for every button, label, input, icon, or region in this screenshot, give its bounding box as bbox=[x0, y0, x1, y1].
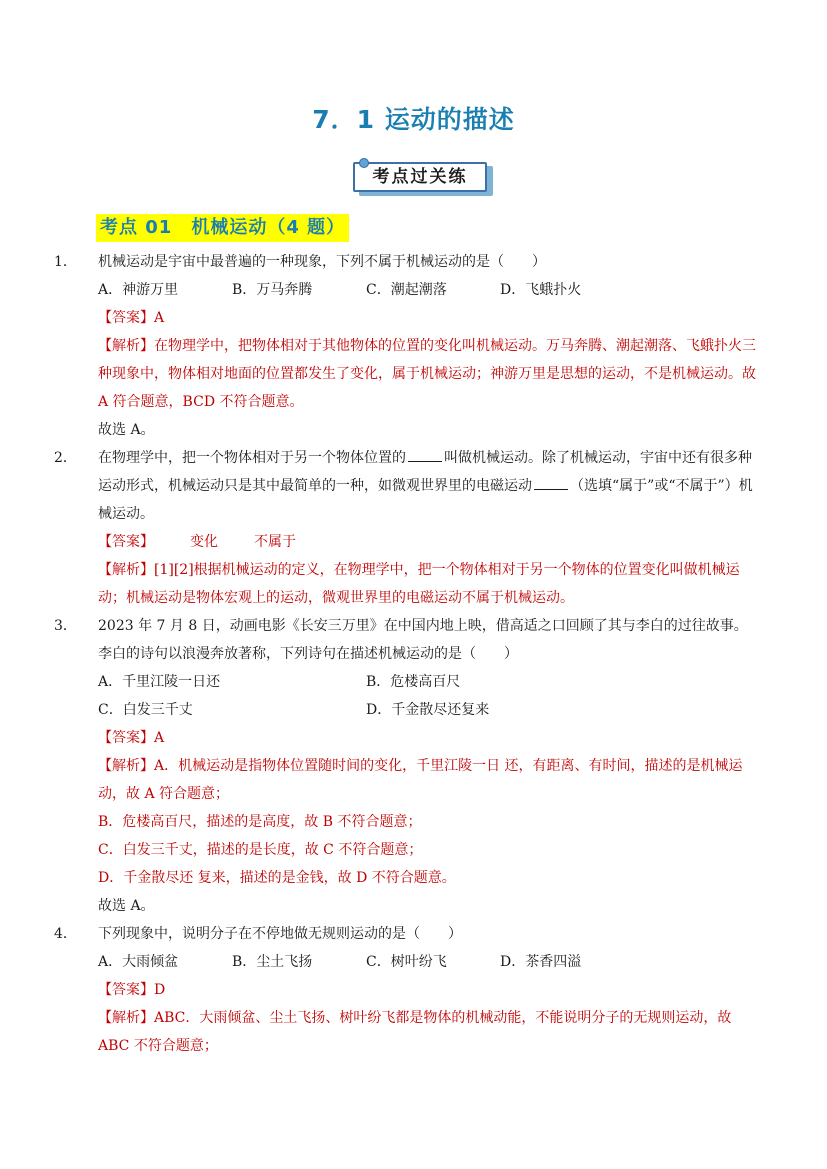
analysis bbox=[76, 332, 756, 416]
option-c: C．树叶纷飞 bbox=[366, 954, 447, 970]
analysis-label: 【解析】 bbox=[98, 1010, 154, 1026]
question-text: 机械运动是宇宙中最普遍的一种现象，下列不属于机械运动的是（ ） bbox=[98, 254, 546, 270]
answer-value-2: 不属于 bbox=[254, 534, 296, 550]
analysis bbox=[76, 556, 756, 612]
option-c: C．潮起潮落 bbox=[366, 282, 447, 298]
answer-label: 【答案】 bbox=[98, 310, 154, 326]
conclusion: 故选 A。 bbox=[98, 898, 155, 914]
question-2 bbox=[54, 444, 756, 612]
analysis-text: 在物理学中，把物体相对于其他物体的位置的变化叫机械运动。万马奔腾、潮起潮落、飞蛾扑火三种现象中，物体相对地面的位置都发生了变化，属于机械运动；神游万里是思想的运动，不是机械运动。故 A 符合题意，BCD 不符合题意。 bbox=[98, 338, 756, 410]
page-title: 7．1 运动的描述 bbox=[312, 105, 515, 134]
option-b: B．万马奔腾 bbox=[232, 282, 313, 298]
answer-value: A bbox=[154, 730, 165, 746]
question-text: 2023 年 7 月 8 日，动画电影《长安三万里》在中国内地上映，借高适之口回顾了其与李白的过往故事。李白的诗句以浪漫奔放著称，下列诗句在描述机械运动的是（ ） bbox=[98, 618, 748, 662]
answer-label: 【答案】 bbox=[98, 982, 154, 998]
analysis-c: C．白发三千丈，描述的是长度，故 C 不符合题意； bbox=[98, 842, 423, 858]
option-a: A．千里江陵一日还 bbox=[98, 674, 221, 690]
option-b: B．危楼高百尺 bbox=[366, 674, 461, 690]
analysis-label: 【解析】 bbox=[98, 562, 154, 578]
analysis bbox=[76, 752, 756, 808]
question-4 bbox=[54, 920, 756, 1060]
question-stem bbox=[54, 248, 756, 276]
answer-line bbox=[76, 304, 756, 332]
option-d: D．飞蛾扑火 bbox=[500, 282, 582, 298]
option-row-2 bbox=[76, 696, 756, 724]
answer-line bbox=[76, 724, 756, 752]
option-a: A．大雨倾盆 bbox=[98, 954, 179, 970]
analysis-text: [1][2]根据机械运动的定义，在物理学中，把一个物体相对于另一个物体的位置变化叫做机械运动；机械运动是物体宏观上的运动，微观世界里的电磁运动不属于机械运动。 bbox=[98, 562, 740, 606]
question-stem bbox=[54, 612, 756, 668]
question-3 bbox=[54, 612, 756, 920]
analysis-d: D．千金散尽还 复来，描述的是金钱，故 D 不符合题意。 bbox=[98, 870, 456, 886]
analysis bbox=[76, 1004, 756, 1060]
conclusion: 故选 A。 bbox=[98, 422, 155, 438]
answer-value: A bbox=[154, 310, 165, 326]
fill-blank-1 bbox=[408, 445, 442, 462]
option-a: A．神游万里 bbox=[98, 282, 179, 298]
option-list bbox=[76, 276, 756, 304]
answer-line bbox=[76, 528, 756, 556]
answer-value: D bbox=[154, 982, 166, 998]
option-c: C．白发三千丈 bbox=[98, 702, 193, 718]
question-stem bbox=[54, 920, 756, 948]
option-d: D．茶香四溢 bbox=[500, 954, 582, 970]
section-heading: 考点 01 机械运动（4 题） bbox=[96, 214, 349, 242]
badge-dot-icon bbox=[359, 158, 369, 168]
answer-label: 【答案】 bbox=[98, 534, 154, 550]
option-d: D．千金散尽还复来 bbox=[366, 702, 490, 718]
question-1 bbox=[54, 248, 756, 444]
option-b: B．尘土飞扬 bbox=[232, 954, 313, 970]
question-number: 4． bbox=[54, 926, 77, 942]
question-text: 在物理学中，把一个物体相对于另一个物体位置的 bbox=[98, 450, 406, 466]
question-text: 叫做机械运动。除了机械运动，宇宙中还有很多种运动形式，机械运动只是其中最简单的一种，如微观世界里的电磁运动 bbox=[98, 450, 752, 494]
fill-blank-2 bbox=[534, 473, 568, 490]
analysis-label: 【解析】 bbox=[98, 338, 154, 354]
option-row-1 bbox=[76, 668, 756, 696]
question-text: 下列现象中，说明分子在不停地做无规则运动的是（ ） bbox=[98, 926, 462, 942]
option-list bbox=[76, 948, 756, 976]
analysis-label: 【解析】 bbox=[98, 758, 154, 774]
question-number: 2． bbox=[54, 450, 77, 466]
analysis-text: A．机械运动是指物体位置随时间的变化，千里江陵一日 还，有距离、有时间，描述的是机械运动，故 A 符合题意； bbox=[98, 758, 743, 802]
analysis-b: B．危楼高百尺，描述的是高度，故 B 不符合题意； bbox=[98, 814, 422, 830]
question-stem bbox=[54, 444, 756, 528]
question-text: （选填“属于”或“不属于”）机械运动。 bbox=[98, 478, 753, 522]
question-number: 1． bbox=[54, 254, 77, 270]
answer-label: 【答案】 bbox=[98, 730, 154, 746]
answer-value-1: 变化 bbox=[190, 534, 218, 550]
badge-label: 考点过关练 bbox=[353, 162, 487, 192]
question-number: 3． bbox=[54, 618, 77, 634]
question-list bbox=[54, 248, 756, 1060]
analysis-text: ABC．大雨倾盆、尘土飞扬、树叶纷飞都是物体的机械动能，不能说明分子的无规则运动，故 ABC 不符合题意； bbox=[98, 1010, 732, 1054]
practice-badge bbox=[353, 158, 495, 198]
answer-line bbox=[76, 976, 756, 1004]
